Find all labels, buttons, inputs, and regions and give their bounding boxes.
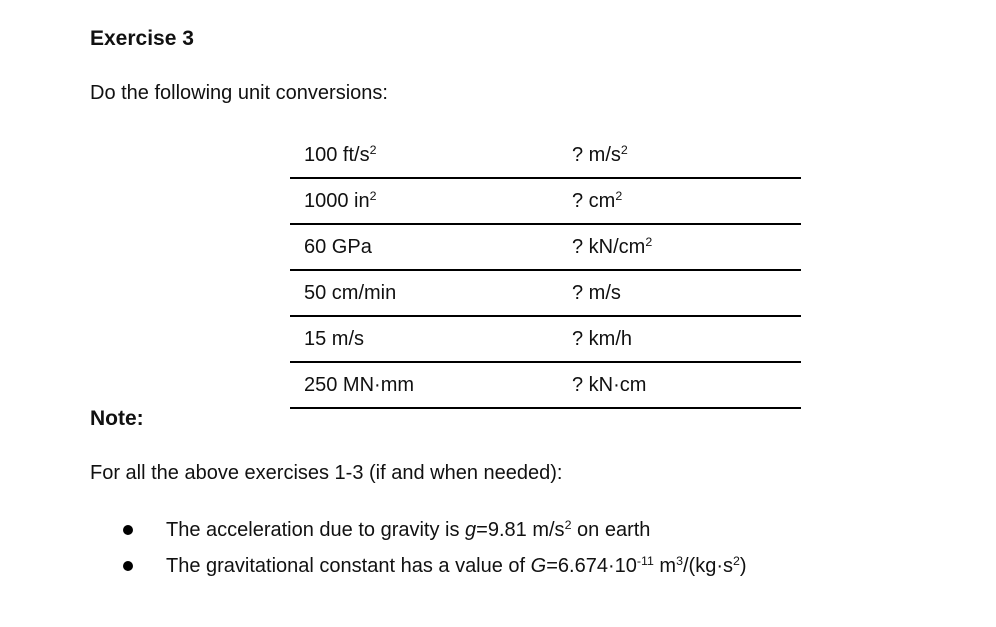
- table-row: [290, 178, 801, 224]
- exercise-heading: Exercise 3: [90, 27, 194, 50]
- conversion-table: [290, 133, 801, 409]
- gconst-text: The gravitational constant has a value of: [166, 555, 531, 577]
- from-cell: [290, 316, 572, 362]
- list-item: [120, 515, 747, 551]
- instructions: Do the following unit conversions:: [90, 82, 388, 104]
- gconst-unit-exponent: 3: [676, 554, 683, 569]
- from-value: 100 ft/s: [304, 143, 370, 166]
- from-value: 60 GPa: [304, 235, 372, 258]
- gconst-unit-close: ): [739, 555, 747, 577]
- to-value: ? km/h: [572, 327, 633, 350]
- to-exponent: 2: [615, 188, 623, 203]
- list-item: [120, 551, 747, 587]
- from-cell: [290, 270, 572, 316]
- from-cell: [290, 362, 572, 408]
- table-row: [290, 133, 801, 178]
- gravity-value: =9.81 m/s: [476, 519, 565, 541]
- to-cell: [572, 224, 801, 270]
- from-exponent: 2: [369, 142, 377, 157]
- to-value: ? cm: [572, 189, 616, 212]
- note-intro: For all the above exercises 1-3 (if and when needed):: [90, 462, 563, 484]
- from-cell: [290, 178, 572, 224]
- gravity-symbol: g: [465, 519, 477, 541]
- table-row: [290, 362, 801, 408]
- gravity-suffix: on earth: [571, 519, 651, 541]
- to-cell: [572, 133, 801, 178]
- from-value: 15 m/s: [304, 327, 365, 350]
- from-value: 50 cm/min: [304, 281, 397, 304]
- gconst-exponent: -11: [636, 554, 654, 569]
- from-cell: [290, 224, 572, 270]
- to-exponent: 2: [645, 234, 653, 249]
- to-exponent: 2: [620, 142, 628, 157]
- from-value: 250 MN·mm: [304, 373, 415, 396]
- gravity-exponent: 2: [564, 518, 572, 533]
- bullet-icon: [123, 525, 133, 535]
- table-row: [290, 316, 801, 362]
- from-cell: [290, 133, 572, 178]
- gconst-value: =6.674·10: [546, 555, 637, 577]
- gconst-unit: m: [653, 555, 677, 577]
- gconst-symbol: G: [530, 555, 547, 577]
- to-value: ? kN·cm: [572, 373, 647, 396]
- table-row: [290, 270, 801, 316]
- bullet-icon: [123, 561, 133, 571]
- note-label: Note:: [90, 407, 144, 430]
- table-row: [290, 224, 801, 270]
- to-value: ? kN/cm: [572, 235, 646, 258]
- gconst-unit-denominator: /(kg·s: [683, 555, 733, 577]
- from-value: 1000 in: [304, 189, 370, 212]
- gravity-text: The acceleration due to gravity is: [166, 519, 466, 541]
- to-value: ? m/s: [572, 143, 621, 166]
- to-cell: [572, 362, 801, 408]
- note-list: [120, 515, 747, 587]
- to-value: ? m/s: [572, 281, 621, 304]
- to-cell: [572, 178, 801, 224]
- from-exponent: 2: [369, 188, 377, 203]
- to-cell: [572, 316, 801, 362]
- gconst-unit-exponent-2: 2: [733, 554, 740, 569]
- to-cell: [572, 270, 801, 316]
